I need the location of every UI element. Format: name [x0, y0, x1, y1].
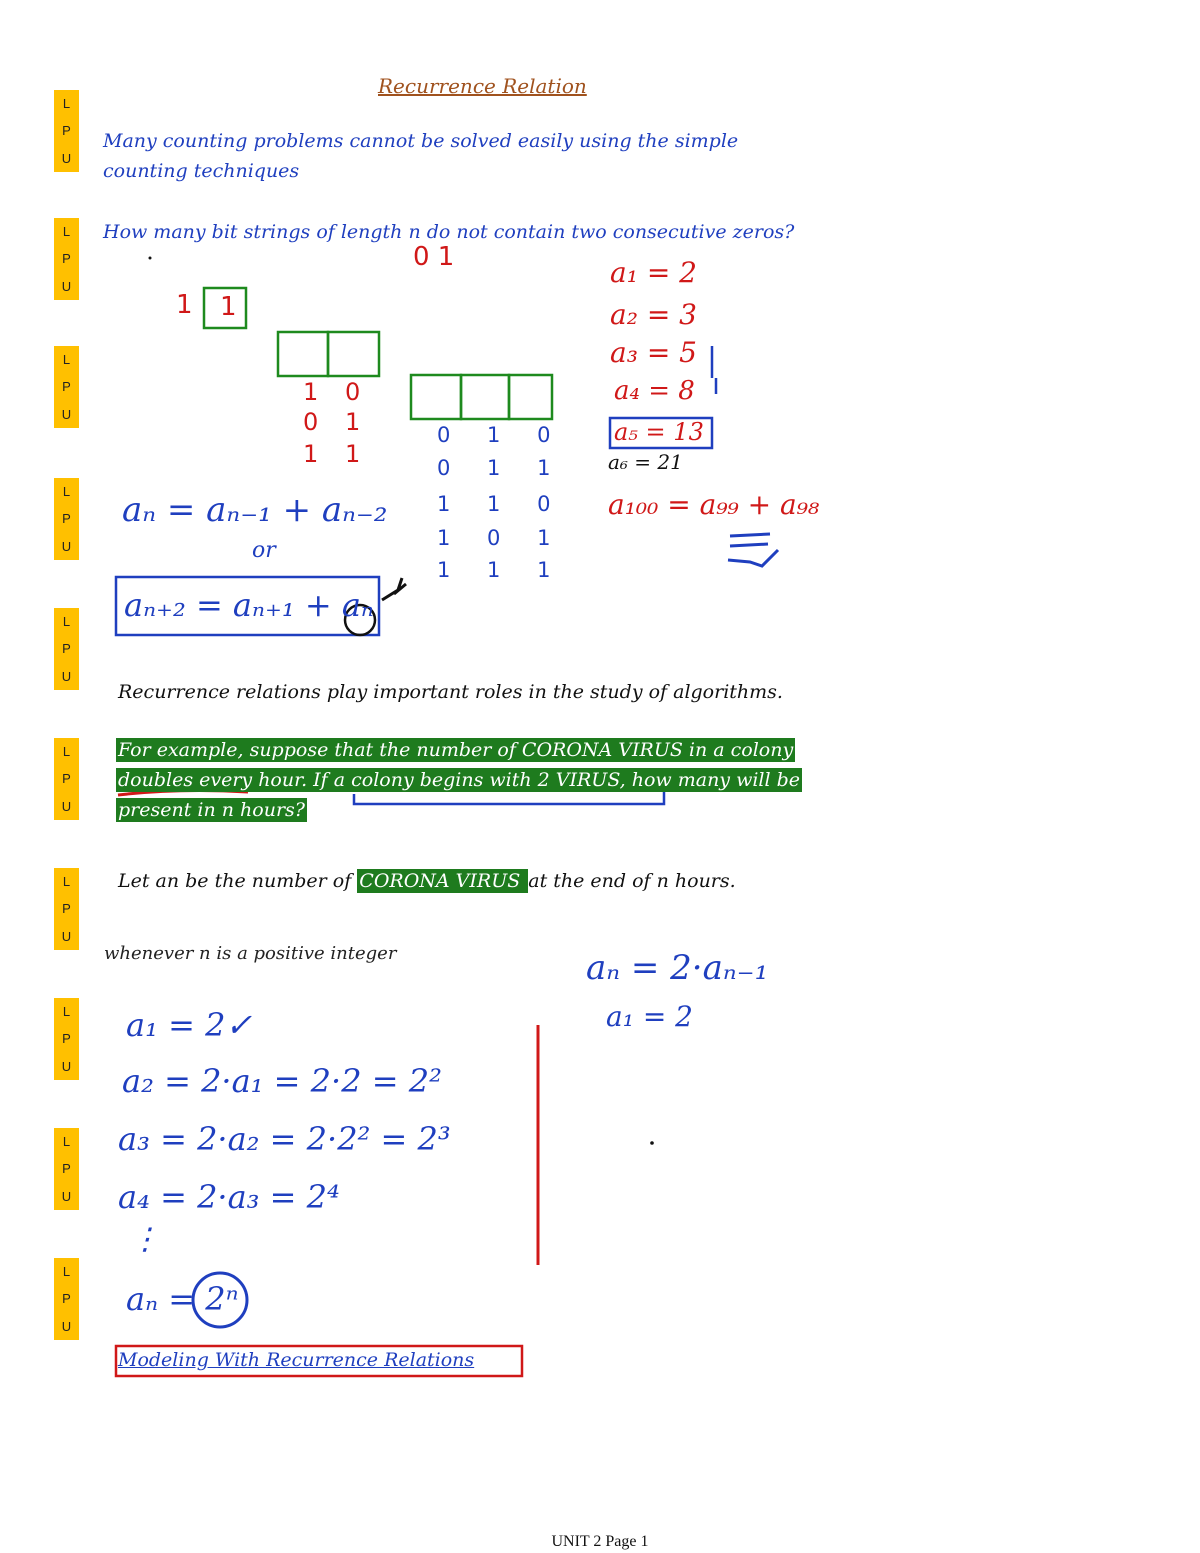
len2-row-3-a: 1: [303, 440, 319, 468]
page-footer: UNIT 2 Page 1: [551, 1533, 649, 1550]
length-two-box-right: [328, 332, 379, 376]
example-line-3-text: present in n hours?: [118, 799, 305, 821]
length-three-box-2: [461, 375, 509, 419]
len3-row-2: 0 1 1: [437, 456, 551, 480]
tab-letter-u: U: [61, 1188, 72, 1204]
seq-a3: a₃ = 5: [610, 336, 697, 369]
work-ellipsis: ⋮: [130, 1222, 160, 1257]
example-line-1: [116, 739, 795, 761]
page-title: Recurrence Relation: [378, 74, 587, 98]
seq-a5: a₅ = 13: [614, 418, 704, 446]
tab-letter-p: P: [62, 1031, 71, 1047]
tab-letter-u: U: [61, 928, 72, 944]
let-line: [118, 870, 736, 892]
tab-letter-l: L: [62, 352, 71, 368]
example-line-2-text: doubles every hour. If a colony begins with 2 VIRUS, how many will be: [118, 769, 801, 791]
tab-letter-p: P: [62, 1161, 71, 1177]
tab-letter-u: U: [61, 798, 72, 814]
or-label: or: [252, 538, 276, 563]
let-pre: Let an be the number of: [118, 870, 358, 892]
work-line-3: a₃ = 2·a₂ = 2·2² = 2³: [118, 1120, 451, 1158]
recurrence-2: aₙ₊₂ = aₙ₊₁ + aₙ: [124, 586, 374, 624]
statement-text: Recurrence relations play important roles in the study of algorithms.: [118, 681, 783, 703]
tab-letter-u: U: [61, 278, 72, 294]
let-post: at the end of n hours.: [528, 870, 736, 892]
tab-letter-u: U: [61, 1058, 72, 1074]
tab-letter-u: U: [61, 538, 72, 554]
recurrence-1: aₙ = aₙ₋₁ + aₙ₋₂: [122, 490, 388, 530]
tab-letter-l: L: [62, 224, 71, 240]
whenever-text: whenever n is a positive integer: [104, 943, 397, 964]
len2-row-1-a: 1: [303, 378, 319, 406]
len3-row-1: 0 1 0: [437, 423, 551, 447]
tab-letter-l: L: [62, 1004, 71, 1020]
question-text: How many bit strings of length n do not contain two consecutive zeros?: [103, 221, 795, 243]
let-highlight: CORONA VIRUS: [359, 870, 527, 892]
len2-row-3-b: 1: [345, 440, 361, 468]
check-icon: [728, 550, 778, 566]
tab-letter-l: L: [62, 96, 71, 112]
len3-row-4: 1 0 1: [437, 526, 551, 550]
example-line-2: [116, 769, 802, 791]
length-two-box-left: [278, 332, 328, 376]
tab-letter-p: P: [62, 511, 71, 527]
tab-letter-l: L: [62, 1134, 71, 1150]
blue-bracket: [354, 792, 664, 804]
tab-letter-u: U: [61, 406, 72, 422]
len2-row-2-b: 1: [345, 408, 361, 436]
work-line-4: a₄ = 2·a₃ = 2⁴: [118, 1178, 340, 1216]
tab-letter-l: L: [62, 744, 71, 760]
tab-letter-p: P: [62, 379, 71, 395]
right-initial: a₁ = 2: [606, 1000, 693, 1033]
equals-marks: [730, 534, 770, 546]
seq-a4: a₄ = 8: [614, 376, 695, 406]
tab-letter-p: P: [62, 251, 71, 267]
tab-letter-l: L: [62, 874, 71, 890]
example-line-1-text: For example, suppose that the number of CORONA VIRUS in a colony: [118, 739, 794, 761]
length-three-box-1: [411, 375, 461, 419]
work-line-n: aₙ = 2ⁿ: [126, 1280, 239, 1318]
seq-a2: a₂ = 3: [610, 298, 697, 331]
tab-letter-l: L: [62, 484, 71, 500]
len3-row-3: 1 1 0: [437, 492, 551, 516]
len2-row-1-b: 0: [345, 378, 361, 406]
example-line-3: [116, 799, 307, 821]
zero-one-label: 0 1: [413, 242, 455, 272]
tab-letter-p: P: [62, 771, 71, 787]
one-label: 1: [176, 290, 193, 320]
a100-relation: a₁₀₀ = a₉₉ + a₉₈: [608, 488, 820, 521]
work-line-1: a₁ = 2✓: [126, 1006, 253, 1044]
intro-line-1: Many counting problems cannot be solved easily using the simple: [103, 130, 739, 152]
ink-dot: [650, 1141, 654, 1145]
box-one-label: 1: [220, 292, 237, 322]
tab-letter-l: L: [62, 1264, 71, 1280]
tab-letter-p: P: [62, 123, 71, 139]
check-icon: [382, 578, 406, 600]
seq-a6: a₆ = 21: [608, 450, 683, 474]
right-recurrence: aₙ = 2·aₙ₋₁: [586, 948, 769, 988]
intro-line-2: counting techniques: [103, 160, 300, 182]
tab-letter-u: U: [61, 1318, 72, 1334]
tab-letter-l: L: [62, 614, 71, 630]
length-three-box-3: [509, 375, 552, 419]
tab-letter-p: P: [62, 1291, 71, 1307]
modeling-link[interactable]: Modeling With Recurrence Relations: [118, 1349, 475, 1371]
tab-letter-u: U: [61, 668, 72, 684]
tab-letter-u: U: [61, 150, 72, 166]
tab-letter-p: P: [62, 641, 71, 657]
len3-row-5: 1 1 1: [437, 558, 551, 582]
len2-row-2-a: 0: [303, 408, 319, 436]
ink-dot: [149, 257, 152, 260]
tab-letter-p: P: [62, 901, 71, 917]
work-line-2: a₂ = 2·a₁ = 2·2 = 2²: [122, 1062, 442, 1100]
seq-a1: a₁ = 2: [610, 256, 697, 289]
